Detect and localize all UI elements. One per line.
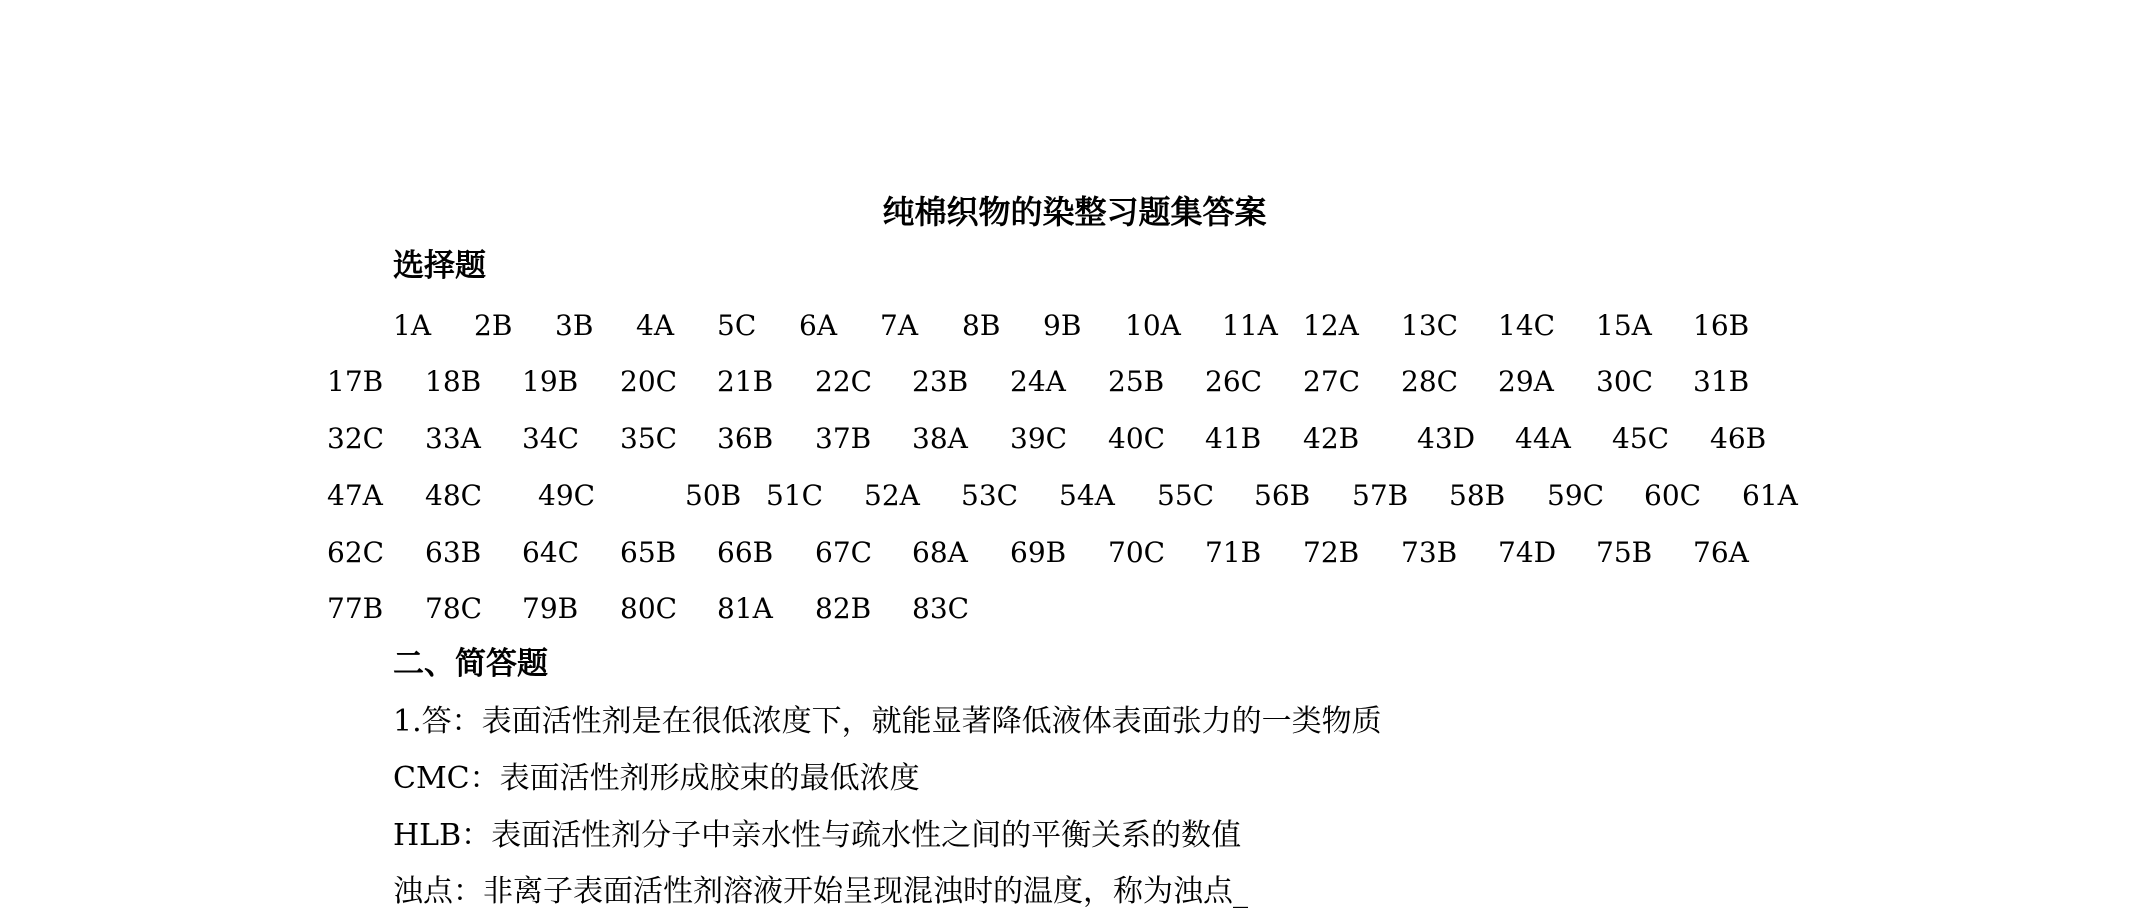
answer-item: 54A — [1059, 479, 1115, 512]
answer-item: 81A — [717, 592, 773, 625]
answer-item: 83C — [912, 592, 970, 625]
answer-item: 20C — [620, 365, 678, 398]
answer-row — [0, 533, 2149, 573]
answer-item: 36B — [717, 422, 774, 455]
answer-item: 21B — [717, 365, 774, 398]
answer-item: 57B — [1352, 479, 1409, 512]
answer-row — [0, 589, 2149, 629]
answer-line-cloud-point: 浊点：非离子表面活性剂溶液开始呈现混浊时的温度，称为浊点_ — [393, 874, 1248, 909]
answer-item: 15A — [1596, 309, 1652, 342]
answer-item: 78C — [425, 592, 483, 625]
answer-row — [0, 476, 2149, 516]
answer-item: 45C — [1612, 422, 1670, 455]
answer-item: 62C — [327, 536, 385, 569]
answer-item: 34C — [522, 422, 580, 455]
answer-item: 72B — [1303, 536, 1360, 569]
answer-item: 28C — [1401, 365, 1459, 398]
answer-item: 58B — [1449, 479, 1506, 512]
answer-item: 47A — [327, 479, 383, 512]
answer-item: 18B — [425, 365, 482, 398]
answer-item: 68A — [912, 536, 968, 569]
answer-item: 32C — [327, 422, 385, 455]
answer-item: 35C — [620, 422, 678, 455]
answer-item: 7A — [880, 309, 919, 342]
answer-item: 82B — [815, 592, 872, 625]
answer-item: 55C — [1157, 479, 1215, 512]
answer-item: 70C — [1108, 536, 1166, 569]
answer-item: 8B — [962, 309, 1001, 342]
answer-item: 13C — [1401, 309, 1459, 342]
answer-item: 5C — [717, 309, 757, 342]
document-title: 纯棉织物的染整习题集答案 — [882, 193, 1267, 231]
section-heading-short-answer: 二、简答题 — [393, 646, 548, 682]
answer-item: 38A — [912, 422, 968, 455]
answer-item: 12A — [1303, 309, 1359, 342]
answer-item: 49C — [538, 479, 596, 512]
section-heading-choice: 选择题 — [393, 248, 486, 284]
answer-item: 80C — [620, 592, 678, 625]
answer-item: 48C — [425, 479, 483, 512]
answer-item: 44A — [1515, 422, 1571, 455]
answer-item: 3B — [555, 309, 594, 342]
answer-item: 2B — [474, 309, 513, 342]
answer-item: 67C — [815, 536, 873, 569]
answer-item: 25B — [1108, 365, 1165, 398]
answer-row — [0, 306, 2149, 346]
answer-item: 31B — [1693, 365, 1750, 398]
answer-item: 6A — [799, 309, 838, 342]
answer-item: 4A — [636, 309, 675, 342]
answer-item: 33A — [425, 422, 481, 455]
answer-item: 14C — [1498, 309, 1556, 342]
answer-item: 63B — [425, 536, 482, 569]
answer-item: 69B — [1010, 536, 1067, 569]
answer-item: 1A — [393, 309, 432, 342]
answer-item: 29A — [1498, 365, 1554, 398]
answer-item: 50B — [685, 479, 742, 512]
answer-item: 65B — [620, 536, 677, 569]
answer-item: 66B — [717, 536, 774, 569]
answer-item: 11A — [1222, 309, 1278, 342]
answer-item: 30C — [1596, 365, 1654, 398]
answer-line-hlb: HLB：表面活性剂分子中亲水性与疏水性之间的平衡关系的数值 — [393, 818, 1242, 853]
answer-item: 10A — [1125, 309, 1181, 342]
answer-item: 26C — [1205, 365, 1263, 398]
answer-item: 75B — [1596, 536, 1653, 569]
answer-item: 74D — [1498, 536, 1557, 569]
answer-item: 22C — [815, 365, 873, 398]
answer-line-definition: 1.答：表面活性剂是在很低浓度下，就能显著降低液体表面张力的一类物质 — [393, 704, 1382, 739]
answer-item: 76A — [1693, 536, 1749, 569]
answer-item: 43D — [1417, 422, 1476, 455]
answer-item: 24A — [1010, 365, 1066, 398]
answer-item: 77B — [327, 592, 384, 625]
answer-item: 37B — [815, 422, 872, 455]
answer-item: 40C — [1108, 422, 1166, 455]
answer-item: 60C — [1644, 479, 1702, 512]
answer-item: 41B — [1205, 422, 1262, 455]
answer-item: 64C — [522, 536, 580, 569]
answer-item: 56B — [1254, 479, 1311, 512]
answer-line-cmc: CMC：表面活性剂形成胶束的最低浓度 — [393, 761, 920, 796]
answer-item: 17B — [327, 365, 384, 398]
answer-item: 39C — [1010, 422, 1068, 455]
answer-item: 53C — [961, 479, 1019, 512]
answer-item: 19B — [522, 365, 579, 398]
answer-item: 79B — [522, 592, 579, 625]
answer-item: 9B — [1043, 309, 1082, 342]
answer-item: 73B — [1401, 536, 1458, 569]
answer-item: 16B — [1693, 309, 1750, 342]
answer-row — [0, 362, 2149, 402]
answer-item: 46B — [1710, 422, 1767, 455]
answer-item: 59C — [1547, 479, 1605, 512]
answer-item: 27C — [1303, 365, 1361, 398]
answer-item: 42B — [1303, 422, 1360, 455]
answer-item: 23B — [912, 365, 969, 398]
answer-item: 52A — [864, 479, 920, 512]
answer-item: 51C — [766, 479, 824, 512]
answer-item: 61A — [1742, 479, 1798, 512]
answer-row — [0, 419, 2149, 459]
answer-item: 71B — [1205, 536, 1262, 569]
